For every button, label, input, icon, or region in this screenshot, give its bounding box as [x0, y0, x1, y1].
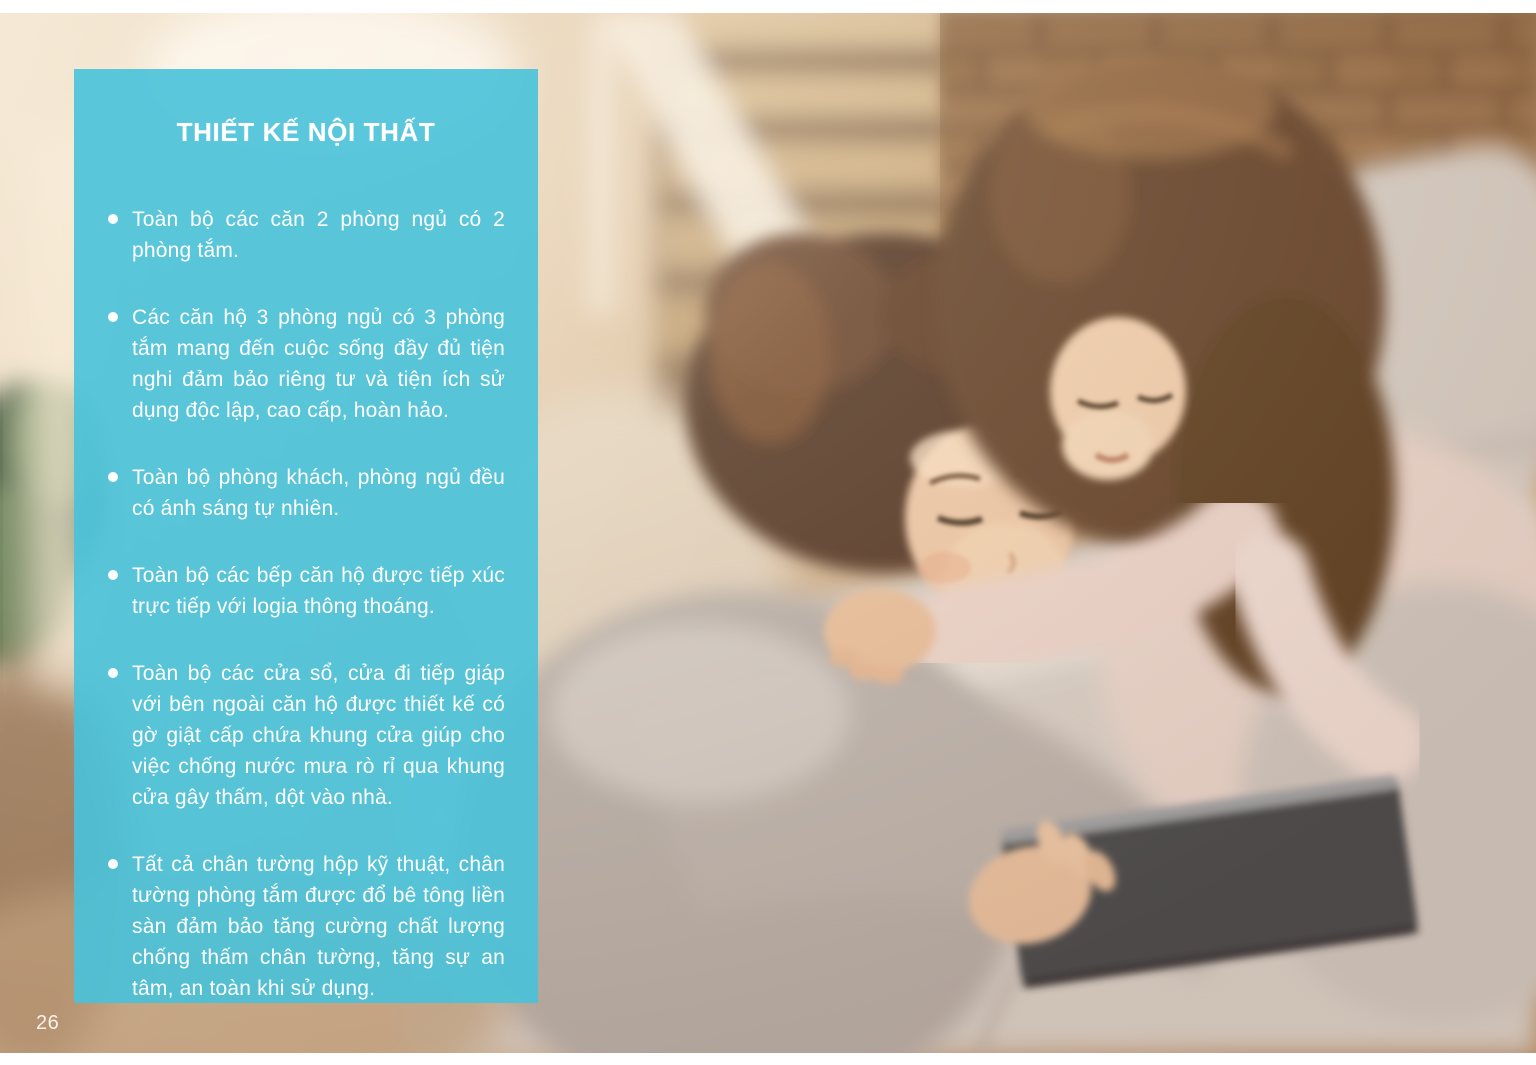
list-item-text: Toàn bộ các bếp căn hộ được tiếp xúc trực tiếp với logia thông thoáng.: [132, 564, 505, 618]
list-item-text: Các căn hộ 3 phòng ngủ có 3 phòng tắm mang đến cuộc sống đầy đủ tiện nghi đảm bảo riêng tư và tiện ích sử dụng độc lập, cao cấp, hoàn hảo.: [132, 306, 505, 422]
page-number: 26: [36, 1012, 60, 1034]
list-item: [107, 462, 505, 524]
bullet-icon: [108, 472, 118, 482]
feature-list: [107, 204, 505, 1003]
interior-design-panel: [74, 69, 538, 1003]
bullet-icon: [108, 570, 118, 580]
bullet-icon: [108, 668, 118, 678]
list-item-text: Tất cả chân tường hộp kỹ thuật, chân tường phòng tắm được đổ bê tông liền sàn đảm bảo tăng cường chất lượng chống thấm chân tường, tăng sự an tâm, an toàn khi sử dụng.: [132, 853, 505, 1000]
list-item: [107, 560, 505, 622]
list-item: [107, 302, 505, 426]
list-item-text: Toàn bộ các căn 2 phòng ngủ có 2 phòng tắm.: [132, 208, 505, 262]
list-item-text: Toàn bộ các cửa sổ, cửa đi tiếp giáp với bên ngoài căn hộ được thiết kế có gờ giật cấp chứa khung cửa giúp cho việc chống nước mưa rò rỉ qua khung cửa gây thấm, dột vào nhà.: [132, 662, 505, 809]
list-item: [107, 204, 505, 266]
list-item: [107, 849, 505, 1003]
bullet-icon: [108, 312, 118, 322]
bullet-icon: [108, 214, 118, 224]
bullet-icon: [108, 859, 118, 869]
panel-title: THIẾT KẾ NỘI THẤT: [176, 117, 436, 147]
list-item: [107, 658, 505, 813]
list-item-text: Toàn bộ phòng khách, phòng ngủ đều có ánh sáng tự nhiên.: [132, 466, 505, 520]
